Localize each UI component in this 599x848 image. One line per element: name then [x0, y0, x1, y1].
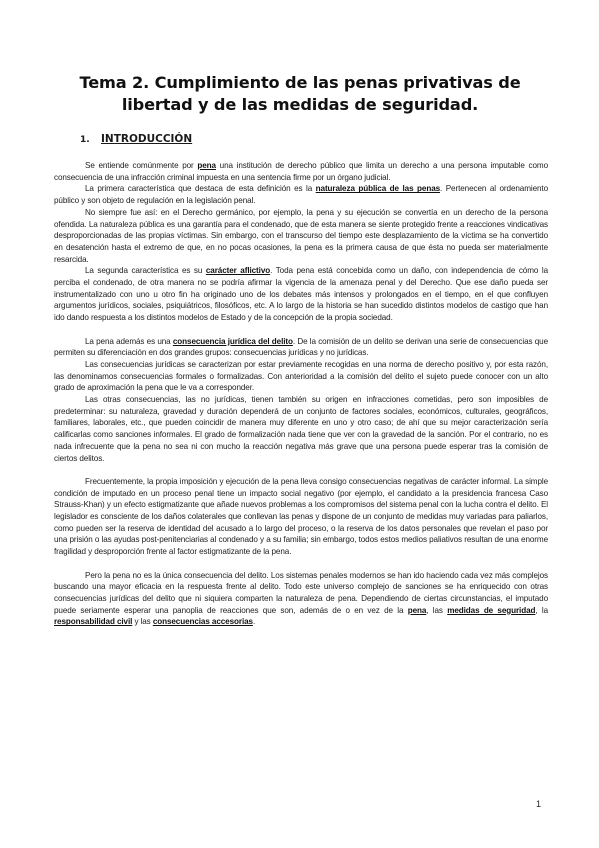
page-number: 1 [535, 799, 541, 809]
text-run: No siempre fue así: en el Derecho germánico, por ejemplo, la pena y su ejecución se convertía en un derecho de la persona ofendida. La naturaleza pública es una garantía para el condenado, que de esta manera se siente protegido frente a reacciones vindicativas desproporcionadas de las propias víctimas. Sin embargo, con el transcurso del tiempo este desplazamiento de la víctima se ha convertido en desatención hasta el extremo de que, en no pocas ocasiones, la pena es la primera causa de que ésta no pueda ser materialmente resarcida. [54, 207, 548, 264]
document-body [54, 160, 548, 628]
text-run: , las [426, 605, 448, 615]
text-run: Se entiende comúnmente por [85, 161, 198, 170]
paragraph [54, 476, 548, 558]
key-term: medidas de seguridad [447, 605, 536, 615]
section-number: 1. [80, 135, 90, 145]
text-run: Pero la pena no es la única consecuencia del delito. Los sistemas penales modernos se han ido haciendo cada vez más complejos buscando una mayor eficacia en la respuesta frente al delito. Todo este universo complejo de sanciones se ha enriquecido con otras consecuencias jurídicas del delito que ni siquiera comparten la naturaleza de pena. Dependiendo de ciertas circunstancias, el imputado puede seriamente esperar una panoplia de reacciones que son, además de o en vez de la [54, 570, 548, 615]
text-run: La segunda característica es su [85, 266, 206, 276]
paragraph [54, 394, 548, 464]
paragraph [54, 570, 548, 629]
paragraph [54, 183, 548, 206]
text-run: La primera característica que destaca de esta definición es la [85, 184, 316, 194]
key-term: pena [197, 161, 216, 170]
paragraph [54, 207, 548, 266]
text-run: . Pertenecen al ordenamiento público y son objeto de regulación en la legislación penal. [54, 184, 548, 206]
document-title: Tema 2. Cumplimiento de las penas privativas de libertad y de las medidas de seguridad. [79, 73, 521, 114]
key-term: carácter aflictivo [205, 266, 271, 276]
text-run: . Toda pena está concebida como un daño, con independencia de cómo la perciba el condenado, de otra manera no se podría afirmar la vigencia de la amenaza penal y del Derecho. Que ese daño pueda ser instrumentalizado con uno u otro fin ha originado uno de los debates más intensos y prolongados en el tiempo, en el que confluyen argumentos jurídicos, sociales, psiquiátricos, filosóficos, etc. A lo largo de la historia se han sucedido distintos modelos de castigo que han ido dando respuesta a los distintos modelos de Estado y de la concepción de la propia sociedad. [54, 266, 548, 323]
text-run: y las [132, 617, 153, 627]
paragraph [54, 265, 548, 324]
text-run: . De la comisión de un delito se derivan una serie de consecuencias que permiten su diferenciación en dos grandes grupos: consecuencias jurídicas y no jurídicas. [54, 336, 549, 358]
paragraph [54, 336, 548, 359]
text-run: La pena además es una [85, 336, 173, 346]
paragraph [54, 160, 548, 183]
key-term: responsabilidad civil [54, 617, 133, 627]
key-term: consecuencia jurídica del delito [172, 336, 293, 346]
text-run: Las consecuencias jurídicas se caracterizan por estar previamente recogidas en una norma de derecho positivo y, por esta razón, las denominamos consecuencias formales o formalizadas. Con anterioridad a la comisión del delito el sujeto puede conocer con un alto grado de aproximación la pena que le va a corresponder. [54, 359, 548, 393]
text-run: una institución de derecho público que limita un derecho a una persona imputable como consecuencia de una infracción criminal impuesta en una sentencia firme por un órgano judicial. [54, 161, 548, 182]
key-term: consecuencias accesorias [152, 617, 253, 627]
key-term: pena [407, 605, 427, 615]
text-run: , la [535, 605, 548, 615]
text-run: Frecuentemente, la propia imposición y ejecución de la pena lleva consigo consecuencias negativas de carácter informal. La simple condición de imputado en un proceso penal tiene un impacto social negativo (por ejemplo, el candidato a la presidencia francesa Caso Strauss-Khan) y un efecto estigmatizante que añade nuevos problemas a los compromisos del sistema penal con la lucha contra el delito. El legislador es consciente de los daños colaterales que conllevan las penas y dispone de un conjunto de medidas muy variadas para paliarlos, como pueden ser la reserva de identidad del acusado a lo largo del proceso, o la reserva de los datos personales que revelan el paso por una prisión o las ayudas post-penitenciarias al condenado y a su familia; sin embargo, todos estos medios paliativos resultan de una enorme fragilidad y desproporción frente al factor estigmatizante de la pena. [54, 476, 548, 557]
key-term: naturaleza pública de las penas [315, 184, 441, 194]
text-run: . [252, 617, 256, 627]
paragraph [54, 359, 548, 394]
section-heading [80, 133, 192, 145]
text-run: Las otras consecuencias, las no jurídicas, tienen también su origen en infracciones cometidas, pero son imposibles de predeterminar: su naturaleza, gravedad y duración dependerá de un conjunto de factores sociales, económicos, culturales, geográficos, familiares, laborales, etc., que pueden coincidir de manera muy diferente en uno y otro caso; de ahí que su mejor caracterización sería calificarlas como sanciones informales. El grado de formalización nada tiene que ver con la gravedad de la sanción. Por el contrario, no es nada infrecuente que la pena no sea ni con mucho la reacción negativa más grave que una persona puede esperar tras la comisión de ciertos delitos. [54, 395, 548, 463]
section-title: INTRODUCCIÓN [101, 133, 193, 145]
